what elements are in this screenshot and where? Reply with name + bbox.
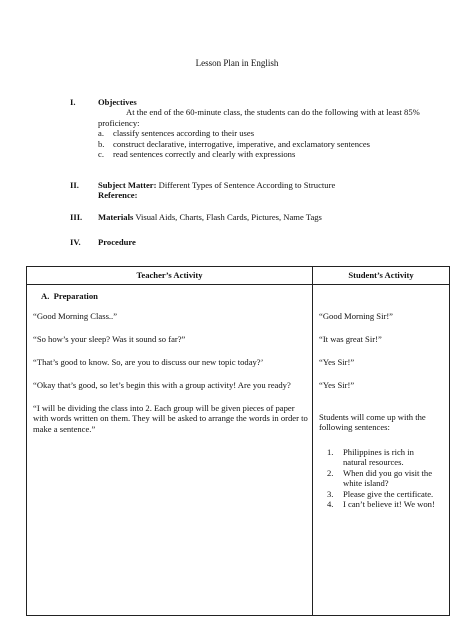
student-activity-cell — [313, 285, 450, 616]
activity-table — [26, 266, 450, 616]
teacher-line: “So how’s your sleep? Was it sound so far?” — [33, 334, 186, 344]
objective-item: b. construct declarative, interrogative, imperative, and exclamatory sentences — [98, 138, 370, 149]
teacher-activity-header: Teacher’s Activity — [27, 267, 313, 285]
objective-item: a. classify sentences according to their uses — [98, 128, 255, 139]
objectives-heading: Objectives — [98, 97, 137, 107]
materials-number: III. — [70, 212, 83, 222]
student-line: “Good Morning Sir!” — [319, 311, 393, 321]
student-sentence-item: 1. Philippines is rich in natural resources. — [327, 447, 414, 468]
reference-label: Reference: — [98, 190, 138, 201]
objectives-number: I. — [70, 97, 76, 107]
procedure-heading: Procedure — [98, 237, 136, 247]
materials-text: Visual Aids, Charts, Flash Cards, Pictures, Name Tags — [135, 212, 322, 222]
teacher-line: “That’s good to know. So, are you to discuss our new topic today?’ — [33, 357, 264, 367]
student-sentence-item: 4. I can’t believe it! We won! — [327, 499, 435, 510]
materials-heading: Materials — [98, 212, 134, 222]
teacher-activity-cell — [27, 285, 313, 616]
student-sentence-item: 2. When did you go visit the white island? — [327, 467, 433, 489]
student-line: “Yes Sir!” — [319, 357, 355, 367]
teacher-line: “I will be dividing the class into 2. Each group will be given pieces of paper with words written on them. They will be asked to arrange the words in order to make a sentence.” — [33, 403, 308, 434]
objectives-intro: At the end of the 60-minute class, the students can do the following with at least 85% proficiency: — [98, 107, 420, 128]
objective-item: c. read sentences correctly and clearly with expressions — [98, 149, 296, 160]
teacher-line: “Good Morning Class..” — [33, 311, 118, 321]
document-title: Lesson Plan in English — [195, 58, 279, 68]
preparation-heading: A. Preparation — [41, 291, 98, 301]
student-sentence-item: 3. Please give the certificate. — [327, 488, 434, 499]
student-line: “It was great Sir!” — [319, 334, 382, 344]
student-intro: Students will come up with the following sentences: — [319, 412, 426, 433]
student-sentences-list — [327, 447, 439, 510]
subject-text: Different Types of Sentence According to Structure — [158, 180, 336, 190]
subject-number: II. — [70, 180, 79, 190]
subject-heading: Subject Matter: — [98, 180, 157, 190]
procedure-number: IV. — [70, 237, 81, 247]
objectives-list — [98, 128, 428, 159]
student-line: “Yes Sir!” — [319, 380, 355, 390]
teacher-line: “Okay that’s good, so let’s begin this with a group activity! Are you ready? — [33, 380, 291, 390]
student-activity-header: Student’s Activity — [313, 267, 450, 285]
